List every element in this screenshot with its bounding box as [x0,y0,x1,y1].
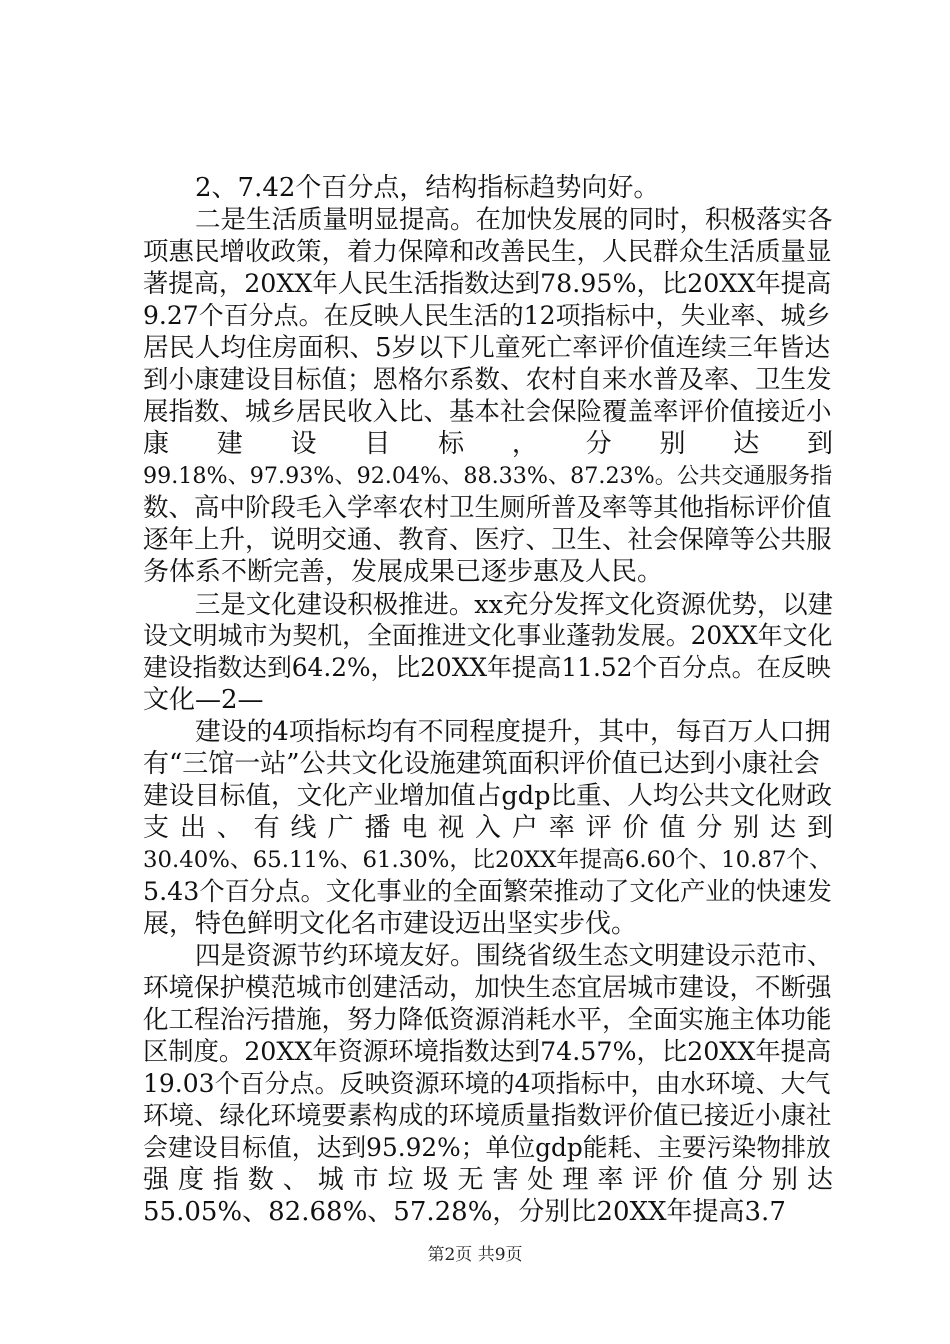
text-line: 化工程治污措施，努力降低资源消耗水平，全面实施主体功能 [143,1005,832,1035]
text-line: 居民人均住房面积、5岁以下儿童死亡率评价值连续三年皆达 [143,333,831,363]
text-line: 19.03个百分点。反映资源环境的4项指标中，由水环境、大气 [143,1069,831,1098]
text-line: 展指数、城乡居民收入比、基本社会保险覆盖率评价值接近小 [143,397,832,427]
text-line: 支 出 、 有 线 广 播 电 视 入 户 率 评 价 值 分 别 达 到 [143,813,833,843]
text-line: 四是资源节约环境友好。围绕省级生态文明建设示范市、 [195,941,833,971]
text-line: 5.43个百分点。文化事业的全面繁荣推动了文化产业的快速发 [143,877,832,906]
text-line: 建设指数达到64.2%，比20XX年提高11.52个百分点。在反映 [143,653,831,682]
text-line: 二是生活质量明显提高。在加快发展的同时，积极落实各 [195,205,833,235]
text-line: 99.18%、97.93%、92.04%、88.33%、87.23%。公共交通服务指 [143,463,833,489]
text-line: 著提高，20XX年人民生活指数达到78.95%，比20XX年提高 [143,269,832,298]
text-line: 30.40%、65.11%、61.30%，比20XX年提高6.60个、10.87个、 [143,847,833,873]
text-line: 建设的4项指标均有不同程度提升，其中，每百万人口拥 [195,717,831,747]
text-line: 展，特色鲜明文化名市建设迈出坚实步伐。 [143,909,638,939]
text-line: 项惠民增收政策，着力保障和改善民生，人民群众生活质量显 [143,237,832,267]
text-line: 设文明城市为契机，全面推进文化事业蓬勃发展。20XX年文化 [143,621,833,650]
text-line: 环境、绿化环境要素构成的环境质量指数评价值已接近小康社 [143,1101,832,1131]
text-line: 逐年上升，说明交通、教育、医疗、卫生、社会保障等公共服 [143,525,832,555]
text-line: 2、7.42个百分点，结构指标趋势向好。 [195,173,660,203]
page-footer: 第2页 共9页 [427,1245,523,1265]
document-body [143,172,833,1228]
text-line: 区制度。20XX年资源环境指数达到74.57%，比20XX年提高 [143,1037,832,1066]
text-line: 文化—2— [143,685,264,715]
text-line: 建设目标值，文化产业增加值占gdp比重、人均公共文化财政 [143,781,832,811]
text-line: 有“三馆一站”公共文化设施建筑面积评价值已达到小康社会 [143,749,820,779]
text-line: 数、高中阶段毛入学率农村卫生厕所普及率等其他指标评价值 [143,493,832,523]
text-line: 到小康建设目标值；恩格尔系数、农村自来水普及率、卫生发 [143,365,832,395]
text-line: 环境保护模范城市创建活动，加快生态宜居城市建设，不断强 [143,973,832,1003]
text-line: 会建设目标值，达到95.92%；单位gdp能耗、主要污染物排放 [143,1133,831,1162]
text-line: 务体系不断完善，发展成果已逐步惠及人民。 [143,557,664,587]
text-line: 康 建 设 目 标 ， 分 别 达 到 [143,429,833,459]
text-line: 55.05%、82.68%、57.28%，分别比20XX年提高3.7 [143,1197,786,1227]
text-line: 三是文化建设积极推进。xx充分发挥文化资源优势，以建 [195,589,834,619]
text-line: 9.27个百分点。在反映人民生活的12项指标中，失业率、城乡 [143,301,831,330]
text-line: 强 度 指 数 、 城 市 垃 圾 无 害 处 理 率 评 价 值 分 别 达 [143,1165,833,1195]
